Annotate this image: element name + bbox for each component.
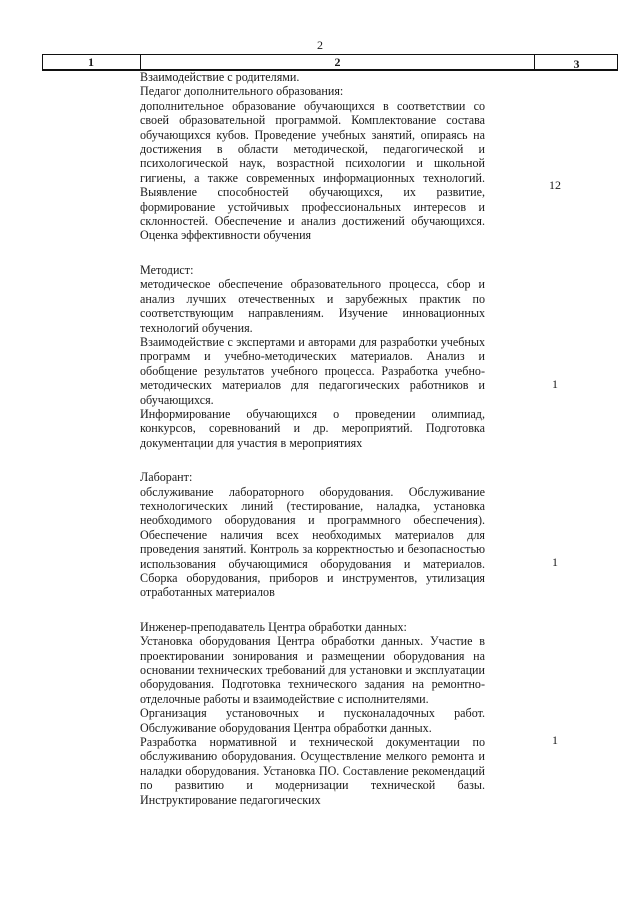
methodist-hours: 1: [552, 377, 558, 391]
engineer-duties-3: Разработка нормативной и технической документации по обслуживанию оборудования. Осуществление мелкого ремонта и наладки оборудования. Установка ПО. Составление рекомендаций по развитию и модернизации технической базы. Инструктирование педагогических: [140, 735, 485, 807]
engineer-hours: 1: [552, 733, 558, 747]
engineer-duties-2: Организация установочных и пусконаладочных работ. Обслуживание оборудования Центра обработки данных.: [140, 706, 485, 735]
methodist-title: Методист:: [140, 262, 194, 277]
methodist-duties-3: Информирование обучающихся о проведении олимпиад, конкурсов, соревнований и др. мероприятий. Подготовка документации для участия в мероприятиях: [140, 406, 485, 450]
lab-duties: обслуживание лабораторного оборудования. Обслуживание технологических линий (тестирование, наладка, установка необходимого оборудования и программного обеспечения). Обеспечение наличия всех необходимых материалов для проведения занятий. Контроль за корректностью и безопасностью использования обучающимися оборудования и материалов. Сборка оборудования, приборов и инструментов, утилизация отработанных материалов: [140, 484, 485, 600]
table-header-row: [42, 54, 618, 71]
intro-line-2: Педагог дополнительного образования:: [140, 84, 344, 99]
duties-text-column: [140, 70, 485, 807]
table-header-col-1: 1: [88, 55, 94, 69]
methodist-duties-1: методическое обеспечение образовательного процесса, сбор и анализ лучших отечественных и зарубежных практик по соответствующим направлениям. Изучение инновационных технологий обучения.: [140, 277, 485, 335]
lab-title: Лаборант:: [140, 470, 193, 485]
teacher-duties: дополнительное образование обучающихся в соответствии со своей образовательной программой. Комплектование состава обучающихся кубов. Проведение учебных занятий, опираясь на достижения в области методической, педагогической и психологической наук, возрастной психологии и школьной гигиены, а также современных информационных технологий. Выявление способностей обучающихся, их развитие, формирование устойчивых профессиональных интересов и склонностей. Обеспечение и анализ достижений обучающихся. Оценка эффективности обучения: [140, 98, 485, 243]
table-header-col-2: 2: [140, 55, 534, 69]
page-number: 2: [317, 38, 323, 52]
intro-line-1: Взаимодействие с родителями.: [140, 70, 300, 84]
lab-hours: 1: [552, 555, 558, 569]
engineer-title: Инженер-преподаватель Центра обработки данных:: [140, 619, 407, 634]
methodist-duties-2: Взаимодействие с экспертами и авторами для разработки учебных программ и учебно-методических материалов. Анализ и обобщение результатов учебного процесса. Разработка учебно-методических материалов для педагогических работников и обучающихся.: [140, 334, 485, 407]
teacher-hours: 12: [549, 178, 561, 192]
engineer-duties-1: Установка оборудования Центра обработки данных. Участие в проектировании зонирования и размещении оборудования на основании технических требований для установки и эксплуатации оборудования. Подготовка технического задания на ремонтно-отделочные работы и взаимодействие с исполнителями.: [140, 634, 485, 706]
table-header-col-3: 3: [534, 55, 618, 69]
